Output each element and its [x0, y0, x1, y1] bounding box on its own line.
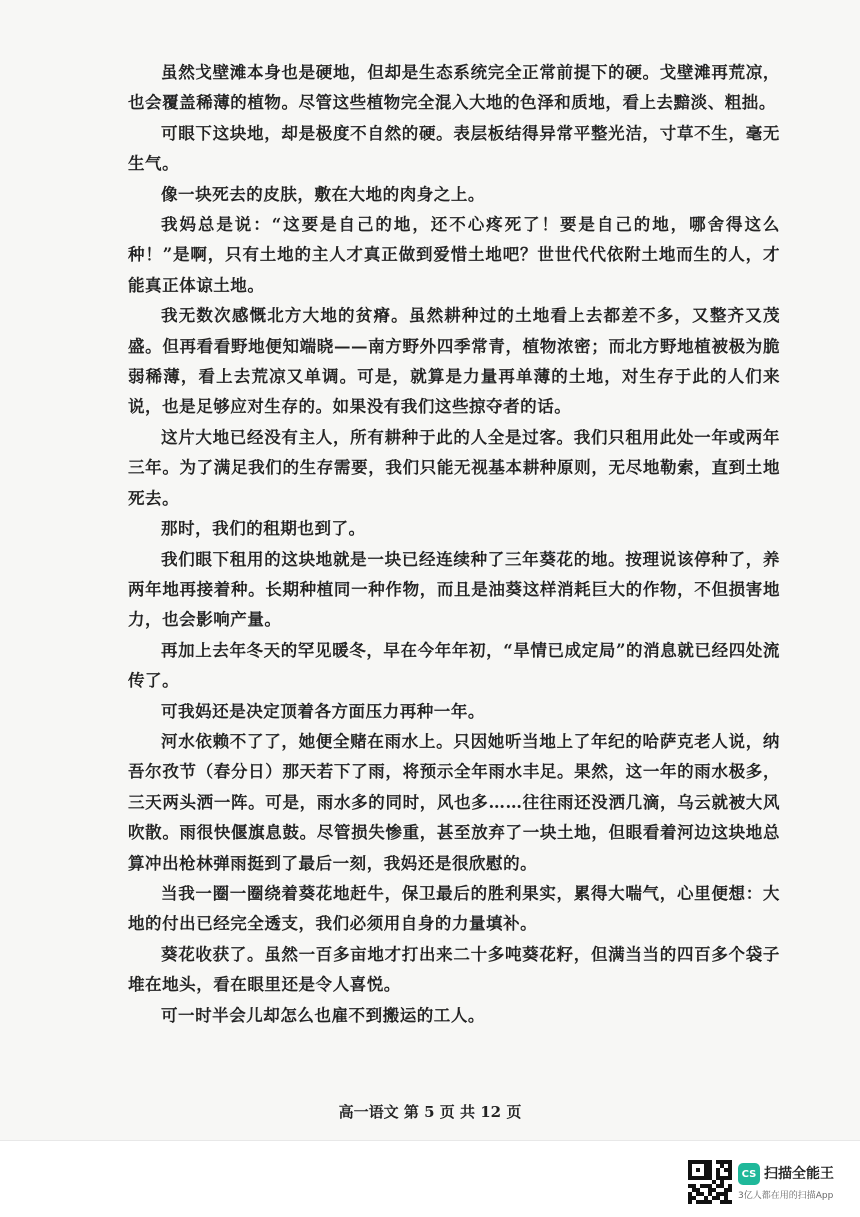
camscanner-logo-icon: CS [738, 1163, 760, 1185]
paragraph: 再加上去年冬天的罕见暖冬，早在今年年初，“旱情已成定局”的消息就已经四处流传了。 [128, 640, 780, 691]
page-footer: 高一语文 第 5 页 共 12 页 [338, 1103, 522, 1121]
paragraph: 虽然戈壁滩本身也是硬地，但却是生态系统完全正常前提下的硬。戈壁滩再荒凉，也会覆盖稀薄的植物。尽管这些植物完全混入大地的色泽和质地，看上去黯淡、粗拙。 [128, 63, 780, 113]
paragraph: 这片大地已经没有主人，所有耕种于此的人全是过客。我们只租用此处一年或两年三年。为了满足我们的生存需要，我们只能无视基本耕种原则，无尽地勒索，直到土地死去。 [128, 427, 780, 508]
qr-code-icon [688, 1160, 732, 1204]
scanner-app-name: 扫描全能王 [764, 1166, 834, 1182]
paragraph: 可一时半会儿却怎么也雇不到搬运的工人。 [161, 1005, 485, 1025]
paragraph: 河水依赖不了了，她便全赌在雨水上。只因她听当地上了年纪的哈萨克老人说，纳吾尔孜节（春分日）那天若下了雨，将预示全年雨水丰足。果然，这一年的雨水极多，三天两头洒一阵。可是，雨水多的同时，风也多……往往雨还没洒几滴，乌云就被大风吹散。雨很快偃旗息鼓。尽管损失惨重，甚至放弃了一块土地，但眼看着河边这块地总算冲出枪林弹雨挺到了最后一刻，我妈还是很欣慰的。 [128, 731, 780, 873]
scanner-tagline: 3亿人都在用的扫描App [738, 1191, 834, 1201]
paragraph: 那时，我们的租期也到了。 [161, 519, 366, 539]
article-body [128, 58, 780, 1031]
paragraph: 像一块死去的皮肤，敷在大地的肉身之上。 [161, 184, 485, 204]
paragraph: 可眼下这块地，却是极度不自然的硬。表层板结得异常平整光洁，寸草不生，毫无生气。 [128, 123, 780, 174]
paragraph: 可我妈还是决定顶着各方面压力再种一年。 [161, 701, 485, 721]
page-divider [0, 1140, 860, 1141]
paragraph: 我们眼下租用的这块地就是一块已经连续种了三年葵花的地。按理说该停种了，养两年地再接着种。长期种植同一种作物，而且是油葵这样消耗巨大的作物，不但损害地力，也会影响产量。 [128, 549, 780, 630]
paragraph: 当我一圈一圈绕着葵花地赶牛，保卫最后的胜利果实，累得大喘气，心里便想：大地的付出已经完全透支，我们必须用自身的力量填补。 [128, 883, 780, 934]
paragraph: 我无数次感慨北方大地的贫瘠。虽然耕种过的土地看上去都差不多，又整齐又茂盛。但再看看野地便知端晓——南方野外四季常青，植物浓密；而北方野地植被极为脆弱稀薄，看上去荒凉又单调。可是，就算是力量再单薄的土地，对生存于此的人们来说，也是足够应对生存的。如果没有我们这些掠夺者的话。 [128, 306, 780, 417]
scanner-watermark [688, 1160, 853, 1204]
paragraph: 葵花收获了。虽然一百多亩地才打出来二十多吨葵花籽，但满当当的四百多个袋子堆在地头，看在眼里还是令人喜悦。 [128, 944, 780, 995]
paragraph: 我妈总是说：“这要是自己的地，还不心疼死了！要是自己的地，哪舍得这么种！”是啊，只有土地的主人才真正做到爱惜土地吧？世世代代依附土地而生的人，才能真正体谅土地。 [128, 215, 780, 295]
